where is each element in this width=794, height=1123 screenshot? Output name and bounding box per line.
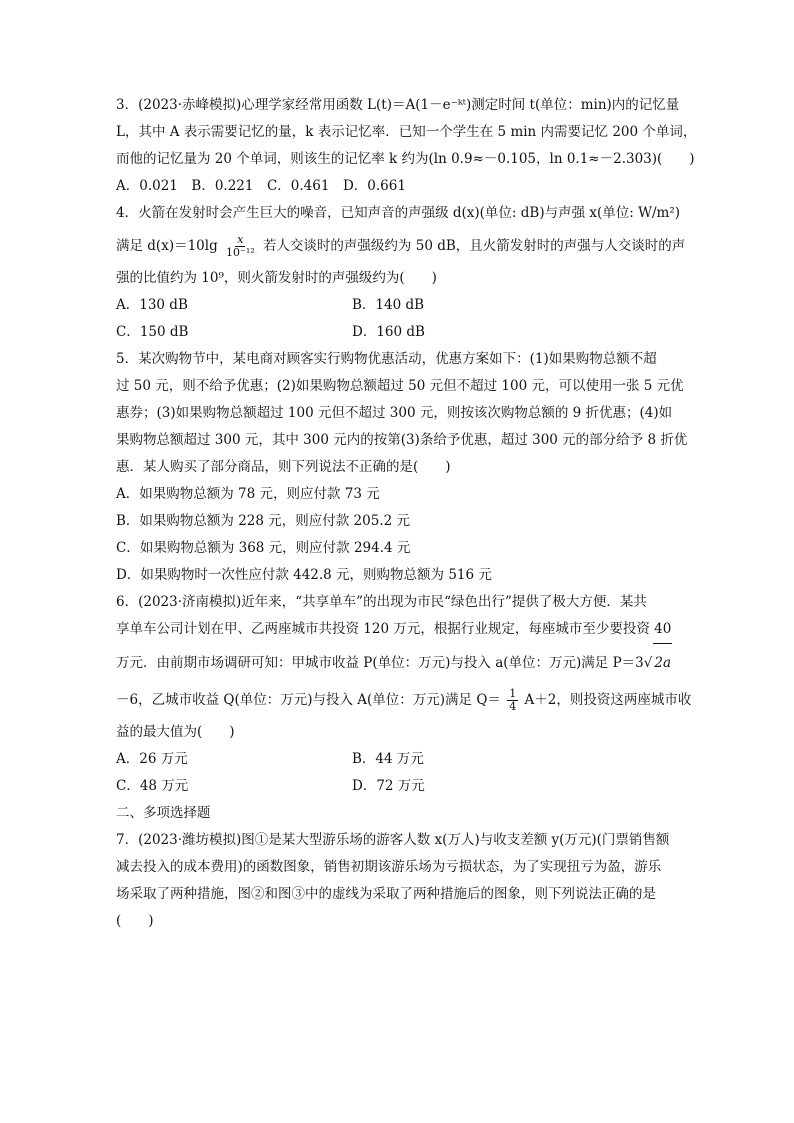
q5-choice-d: D．如果购物时一次性应付款 442.8 元，则购物总额为 516 元 — [116, 567, 492, 583]
q4-line-2-pre: 满足 d(x)＝10lg — [116, 238, 218, 254]
q4-line-1: 4．火箭在发射时会产生巨大的噪音，已知声音的声强级 d(x)(单位: dB)与声强 x(单位: W/m²) — [116, 205, 681, 221]
q3-line-2: L，其中 A 表示需要记忆的量，k 表示记忆率．已知一个学生在 5 min 内需要记忆 200 个单词， — [116, 124, 697, 140]
q6-choice-d: D．72 万元 — [352, 778, 425, 794]
q5-line-3: 惠券；(3)如果购物总额超过 100 元但不超过 300 元，则按该次购物总额的 9 折优惠；(4)如 — [116, 405, 673, 421]
q3-line-1: 3．(2023·赤峰模拟)心理学家经常用函数 L(t)＝A(1－e⁻ᵏᵗ)测定时间 t(单位：min)内的记忆量 — [116, 97, 680, 113]
question-4 — [116, 200, 686, 346]
q7-line-3: 场采取了两种措施，图②和图③中的虚线为采取了两种措施后的图象，则下列说法正确的是 — [116, 886, 656, 902]
q4-fraction — [224, 234, 257, 259]
q4-choice-a: A．130 dB — [116, 297, 188, 313]
question-7 — [116, 827, 680, 935]
q4-choices-row-2 — [116, 319, 680, 346]
q6-sqrt-content: 2a — [653, 643, 672, 682]
q5-choice-a: A．如果购物总额为 78 元，则应付款 73 元 — [116, 486, 380, 502]
q5-choice-c: C．如果购物总额为 368 元，则应付款 294.4 元 — [116, 540, 411, 556]
q4-line-2-post: 若人交谈时的声强级约为 50 dB，且火箭发射时的声强与人交谈时的声 — [262, 238, 686, 254]
q6-choices-row-1 — [116, 746, 680, 773]
q4-choices-row-1 — [116, 292, 680, 319]
q6-choice-a: A．26 万元 — [116, 751, 188, 767]
q7-line-1: 7．(2023·潍坊模拟)图①是某大型游乐场的游客人数 x(万人)与收支差额 y(万元)(门票销售额 — [116, 832, 670, 848]
q4-frac-numerator: x — [237, 233, 244, 246]
q5-line-1: 5．某次购物节中，某电商对顾客实行购物优惠活动，优惠方案如下：(1)如果购物总额不超 — [116, 351, 657, 367]
q6-line-4-pre: －6，乙城市收益 Q(单位：万元)与投入 A(单位：万元)满足 Q＝ — [116, 692, 501, 708]
q3-choices: A．0.021 B．0.221 C．0.461 D．0.661 — [116, 178, 406, 194]
q4-line-2 — [116, 227, 686, 265]
q6-line-3 — [116, 643, 680, 681]
q4-frac-denominator: 10⁻¹² — [226, 246, 255, 259]
q4-choice-d: D．160 dB — [352, 324, 425, 340]
question-3 — [116, 92, 697, 200]
document-page — [116, 92, 697, 935]
q6-line-2: 享单车公司计划在甲、乙两座城市共投资 120 万元，根据行业规定，每座城市至少要投资 40 — [116, 621, 672, 637]
q6-frac-numerator: 1 — [509, 687, 517, 700]
sqrt-symbol: √ — [643, 655, 653, 671]
q6-choices-row-2 — [116, 773, 680, 800]
question-6 — [116, 589, 692, 800]
q5-line-4: 果购物总额超过 300 元，其中 300 元内的按第(3)条给予优惠，超过 300 元的部分给予 8 折优 — [116, 432, 688, 448]
q7-line-4: ( ) — [116, 913, 154, 929]
question-5 — [116, 346, 688, 589]
section-heading: 二、多项选择题 — [116, 805, 211, 821]
q6-choice-b: B．44 万元 — [352, 751, 424, 767]
q6-line-5: 益的最大值为( ) — [116, 724, 235, 740]
q5-choice-b: B．如果购物总额为 228 元，则应付款 205.2 元 — [116, 513, 411, 529]
q6-line-4 — [116, 681, 692, 719]
q4-choice-b: B．140 dB — [352, 297, 425, 313]
q6-frac-denominator: 4 — [509, 700, 517, 713]
q5-line-5: 惠．某人购买了部分商品，则下列说法不正确的是( ) — [116, 459, 451, 475]
q3-line-3: 而他的记忆量为 20 个单词，则该生的记忆率 k 约为(ln 0.9≈－0.105，ln 0.1≈－2.303)( ) — [116, 151, 695, 167]
q7-line-2: 减去投入的成本费用)的函数图象，销售初期该游乐场为亏损状态，为了实现扭亏为盈，游乐 — [116, 859, 662, 875]
q6-line-4-post: A＋2，则投资这两座城市收 — [524, 692, 692, 708]
q6-line-1: 6．(2023·济南模拟)近年来，“共享单车”的出现为市民“绿色出行”提供了极大方便．某共 — [116, 594, 647, 610]
q6-choice-c: C．48 万元 — [116, 778, 189, 794]
q4-line-3: 强的比值约为 10⁹，则火箭发射时的声强级约为( ) — [116, 270, 437, 286]
q6-fraction — [507, 688, 518, 713]
q4-choice-c: C．150 dB — [116, 324, 189, 340]
q6-line-3-pre: 万元．由前期市场调研可知：甲城市收益 P(单位：万元)与投入 a(单位：万元)满足 P＝3 — [116, 655, 644, 671]
q5-line-2: 过 50 元，则不给予优惠；(2)如果购物总额超过 50 元但不超过 100 元，可以使用一张 5 元优 — [116, 378, 684, 394]
